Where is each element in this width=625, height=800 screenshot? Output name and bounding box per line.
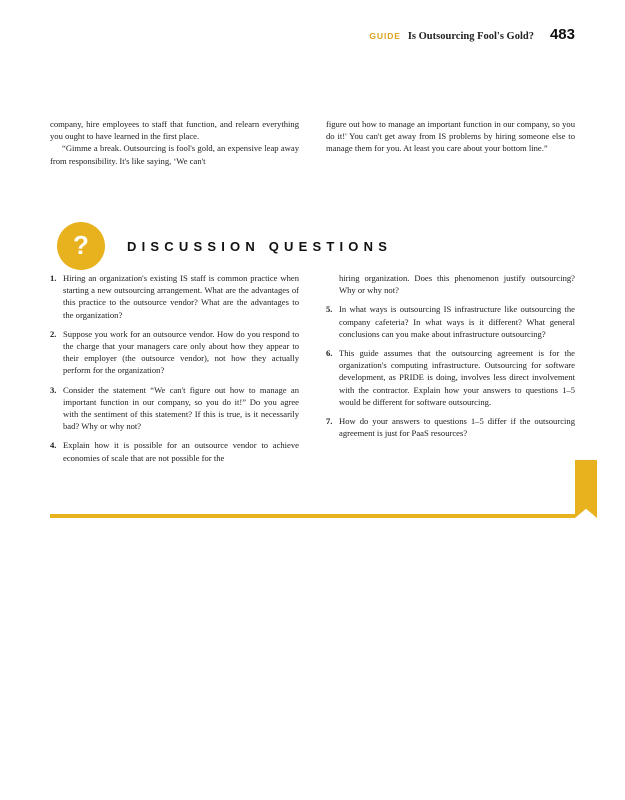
- body-paragraph: figure out how to manage an important function in our company, so you do it!' You can't get away from IS problems by hiring someone else to manage them for you. At least you care about your bottom line.”: [326, 119, 575, 154]
- question-number: 4.: [50, 440, 57, 451]
- list-item-continuation: [326, 272, 575, 296]
- bookmark-flag-icon: [575, 460, 597, 518]
- question-number: 1.: [50, 273, 57, 283]
- body-column-right: [326, 118, 575, 167]
- body-paragraph: company, hire employees to staff that function, and relearn everything you ought to have learned in the first place.: [50, 119, 299, 142]
- list-item: [326, 415, 575, 439]
- running-head-title: Is Outsourcing Fool's Gold?: [407, 31, 534, 42]
- list-item: [50, 272, 299, 321]
- list-item: [326, 303, 575, 340]
- list-item: [50, 439, 299, 463]
- question-number: 2.: [50, 328, 57, 339]
- question-number: 3.: [50, 384, 57, 395]
- question-text: Hiring an organization's existing IS staff is common practice when starting a new outsourcing arrangement. What are the advantages of this practice to the outsource vendor? What are the advantages to the organization?: [63, 273, 299, 320]
- questions-column-right: [326, 272, 575, 471]
- question-text: Explain how it is possible for an outsource vendor to achieve economies of scale that are not possible for the: [63, 440, 299, 463]
- question-number: 5.: [326, 304, 333, 315]
- page-number: 483: [549, 26, 575, 43]
- question-number: 6.: [326, 348, 333, 359]
- list-item: [50, 328, 299, 377]
- question-text: Suppose you work for an outsource vendor. How do you respond to the charge that your managers care only about how they appear to their employer (the outsource vendor), not how they actually perform for the organization?: [63, 328, 299, 376]
- question-text: Consider the statement “We can't figure out how to manage an important function in our company, so you do it!” Do you agree with the sentiment of this statement? If this is true, is it necessarily bad? Why or why not?: [63, 384, 299, 432]
- section-divider: [50, 514, 575, 518]
- list-item: [50, 384, 299, 433]
- question-number: [326, 272, 339, 296]
- question-text: hiring organization. Does this phenomenon justify outsourcing? Why or why not?: [339, 273, 575, 296]
- question-number: 7.: [326, 416, 333, 427]
- body-paragraph: “Gimme a break. Outsourcing is fool's gold, an expensive leap away from responsibility. It's like saying, ‘We can't: [50, 143, 299, 166]
- question-text: This guide assumes that the outsourcing agreement is for the organization's computing infrastructure. Outsourcing for software development, as PRIDE is doing, involves less direct involvement with the contractor. Explain how your answers to questions 1–5 would be different for software outsourcing.: [339, 348, 575, 407]
- body-column-left: [50, 118, 299, 167]
- body-columns: [50, 118, 575, 167]
- question-mark-glyph: ?: [73, 230, 89, 260]
- question-text: In what ways is outsourcing IS infrastructure like outsourcing the company cafeteria? In what ways is it different? What general conclusions can you make about infrastructure outsourcing?: [339, 304, 575, 339]
- question-mark-icon: [57, 222, 105, 270]
- running-head-label: GUIDE: [369, 31, 401, 41]
- list-item: [326, 347, 575, 408]
- questions-columns: [50, 272, 575, 471]
- discussion-questions-title: DISCUSSION QUESTIONS: [127, 238, 393, 254]
- questions-column-left: [50, 272, 299, 471]
- question-text: How do your answers to questions 1–5 differ if the outsourcing agreement is just for PaaS resources?: [339, 416, 575, 439]
- running-head: [369, 26, 575, 43]
- discussion-questions-header: [57, 222, 392, 270]
